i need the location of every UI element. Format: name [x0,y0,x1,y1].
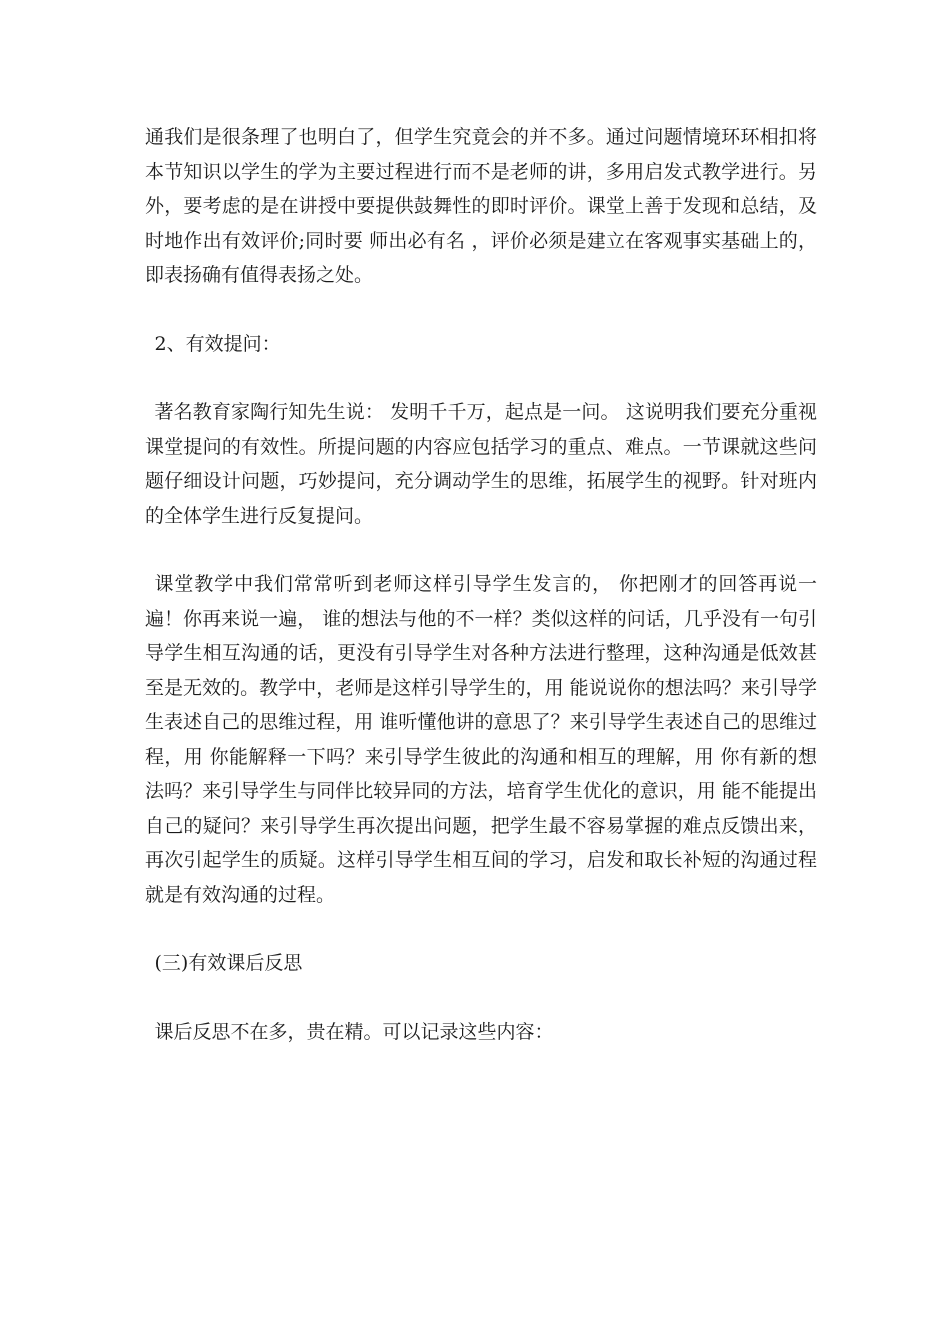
paragraph-classroom-guidance: 课堂教学中我们常常听到老师这样引导学生发言的， 你把刚才的回答再说一遍！你再来说一遍， 谁的想法与他的不一样？类似这样的问话，几乎没有一句引导学生相互沟通的话，更没有引导学生对各种方法进行整理，这种沟通是低效甚至是无效的。教学中，老师是这样引导学生的，用 能说说你的想法吗？来引导学生表述自己的思维过程，用 谁听懂他讲的意思了？来引导学生表述自己的思维过程，用 你能解释一下吗？来引导学生彼此的沟通和相互的理解，用 你有新的想法吗？来引导学生与同伴比较异同的方法，培育学生优化的意识，用 能不能提出自己的疑问？来引导学生再次提出问题，把学生最不容易掌握的难点反馈出来，再次引起学生的质疑。这样引导学生相互间的学习，启发和取长补短的沟通过程就是有效沟通的过程。 [145,573,817,906]
heading-effective-questioning: 2、有效提问： [154,332,281,355]
paragraph-evaluation: 通我们是很条理了也明白了，但学生究竟会的并不多。通过问题情境环环相扣将本节知识以学生的学为主要过程进行而不是老师的讲，多用启发式教学进行。另外，要考虑的是在讲授中要提供鼓舞性的即时评价。课堂上善于发现和总结，及时地作出有效评价;同时要 师出必有名 ，评价必须是建立在客观事实基础上的，即表扬确有值得表扬之处。 [145,126,817,286]
paragraph-reflection-content: 课后反思不在多，贵在精。可以记录这些内容： [154,1020,554,1043]
document-body [145,120,817,1049]
paragraph-tao-xingzhi-quote: 著名教育家陶行知先生说： 发明千千万，起点是一问。 这说明我们要充分重视课堂提问的有效性。所提问题的内容应包括学习的重点、难点。一节课就这些问题仔细设计问题，巧妙提问，充分调动学生的思维，拓展学生的视野。针对班内的全体学生进行反复提问。 [145,401,817,527]
heading-after-class-reflection: (三)有效课后反思 [154,952,303,974]
